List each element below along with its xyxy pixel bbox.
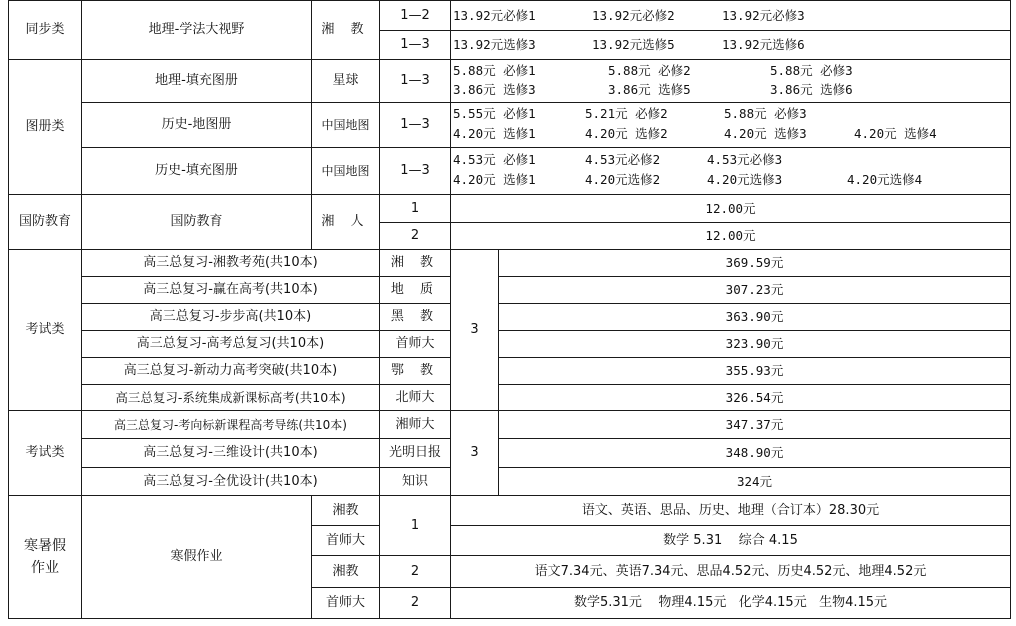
price-text: 3.86元 选修5 (608, 82, 691, 97)
category-cell: 考试类 (25, 322, 65, 337)
book-title-cell: 国防教育 (170, 214, 223, 229)
book-title-cell: 地理-学法大视野 (148, 22, 245, 37)
publisher-cell: 星球 (332, 73, 359, 88)
price-cell: 307.23元 (725, 282, 784, 297)
publisher-cell: 湘 教 (321, 22, 370, 37)
grade-cell: 1—2 (400, 7, 430, 23)
price-text: 4.20元选修2 (585, 172, 661, 187)
category-line: 寒暑假 (24, 538, 66, 554)
publisher-cell: 湘 教 (390, 255, 440, 270)
rule (1010, 0, 1011, 619)
category-cell: 国防教育 (18, 214, 71, 229)
book-title-cell: 高三总复习-赢在高考(共10本) (143, 282, 318, 297)
publisher-cell: 首师大 (325, 595, 365, 610)
grade-cell: 1—3 (400, 73, 430, 88)
book-title-cell: 高三总复习-三维设计(共10本) (143, 445, 318, 460)
book-title-cell: 地理-填充图册 (155, 73, 238, 88)
publisher-cell: 地 质 (390, 282, 440, 297)
grade-cell: 1—3 (400, 37, 430, 52)
book-title-cell: 高三总复习-全优设计(共10本) (143, 473, 318, 489)
price-cell: 355.93元 (725, 363, 784, 378)
grade-cell: 1 (410, 517, 420, 533)
publisher-cell: 湘 人 (321, 214, 370, 229)
price-text: 4.53元必修2 (585, 152, 661, 167)
publisher-cell: 北师大 (395, 389, 435, 405)
price-text: 4.20元 选修3 (724, 126, 807, 141)
price-text: 13.92元选修5 (592, 37, 675, 52)
publisher-cell: 首师大 (325, 532, 365, 548)
book-title-cell: 高三总复习-步步高(共10本) (149, 309, 312, 324)
book-title-cell: 寒假作业 (170, 549, 223, 564)
grade-cell: 2 (410, 595, 420, 610)
category-cell: 同步类 (25, 22, 65, 37)
price-text: 5.21元 必修2 (585, 106, 668, 121)
publisher-cell: 湘教 (332, 563, 359, 579)
price-cell: 326.54元 (725, 389, 784, 405)
price-cell: 语文7.34元、英语7.34元、思品4.52元、历史4.52元、地理4.52元 (534, 563, 927, 579)
price-text: 4.53元必修3 (707, 152, 783, 167)
price-cell: 369.59元 (725, 255, 784, 270)
price-cell: 323.90元 (725, 336, 784, 351)
category-cell (9, 496, 81, 618)
price-text: 13.92元必修2 (592, 7, 675, 23)
book-title-cell: 高三总复习-高考总复习(共10本) (136, 336, 325, 351)
grade-cell: 3 (470, 445, 479, 460)
grade-cell: 1—3 (400, 117, 430, 132)
price-text: 4.20元 选修1 (453, 126, 536, 141)
book-title-cell: 高三总复习-新动力高考突破(共10本) (123, 363, 338, 378)
category-cell: 考试类 (25, 445, 65, 460)
price-cell: 347.37元 (725, 416, 784, 432)
grade-cell: 1—3 (400, 163, 430, 178)
book-title-cell: 历史-填充图册 (155, 163, 238, 178)
price-text: 3.86元 选修6 (770, 82, 853, 97)
price-cell: 363.90元 (725, 309, 784, 324)
publisher-cell: 中国地图 (321, 164, 370, 178)
price-cell: 语文、英语、思品、历史、地理（合订本）28.30元 (581, 502, 880, 518)
price-text: 5.88元 必修3 (724, 106, 807, 121)
price-text: 3.86元 选修3 (453, 82, 536, 97)
category-line: 作业 (31, 560, 59, 576)
price-text: 5.88元 必修3 (770, 63, 853, 78)
grade-cell: 1 (410, 200, 420, 216)
price-text: 5.55元 必修1 (453, 106, 536, 121)
rule (8, 618, 1011, 619)
publisher-cell: 光明日报 (388, 445, 441, 460)
price-text: 13.92元必修3 (722, 7, 805, 23)
price-cell: 348.90元 (725, 445, 784, 460)
price-text: 5.88元 必修2 (608, 63, 691, 78)
price-text: 13.92元选修3 (453, 37, 536, 52)
price-text: 4.20元 选修4 (854, 126, 937, 141)
price-text: 13.92元选修6 (722, 37, 805, 52)
grade-cell: 2 (410, 563, 420, 579)
publisher-cell: 首师大 (395, 336, 435, 351)
publisher-cell: 湘教 (332, 502, 359, 518)
category-cell: 图册类 (25, 119, 65, 134)
publisher-cell: 黑 教 (390, 309, 440, 324)
book-title-cell: 高三总复习-考向标新课程高考导练(共10本) (114, 417, 347, 432)
price-text: 4.20元选修4 (847, 172, 923, 187)
price-cell: 324元 (736, 473, 773, 489)
book-title-cell: 高三总复习-湘教考苑(共10本) (143, 255, 318, 270)
price-text: 4.53元 必修1 (453, 152, 536, 167)
price-cell: 数学 5.31 综合 4.15 (663, 532, 798, 548)
book-title-cell: 历史-地图册 (161, 117, 232, 132)
publisher-cell: 中国地图 (321, 118, 370, 132)
price-text: 5.88元 必修1 (453, 63, 536, 78)
price-cell: 12.00元 (705, 200, 756, 216)
price-cell: 12.00元 (705, 228, 756, 243)
grade-cell: 3 (470, 322, 479, 337)
price-cell: 数学5.31元 物理4.15元 化学4.15元 生物4.15元 (573, 595, 888, 610)
grade-cell: 2 (410, 228, 420, 243)
publisher-cell: 鄂 教 (390, 363, 440, 378)
price-text: 4.20元选修3 (707, 172, 783, 187)
price-text: 4.20元 选修1 (453, 172, 536, 187)
price-text: 4.20元 选修2 (585, 126, 668, 141)
price-text: 13.92元必修1 (453, 7, 536, 23)
book-title-cell: 高三总复习-系统集成新课标高考(共10本) (115, 389, 346, 405)
publisher-cell: 知识 (401, 473, 428, 489)
publisher-cell: 湘师大 (395, 416, 435, 432)
